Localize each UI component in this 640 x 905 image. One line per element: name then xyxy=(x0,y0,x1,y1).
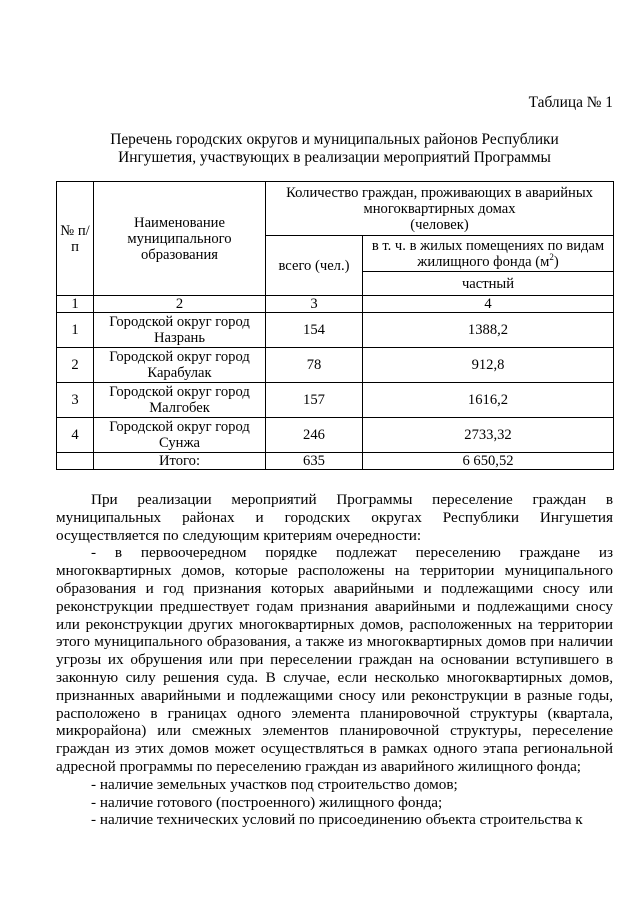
header-num: № п/п xyxy=(57,182,94,296)
column-number: 3 xyxy=(266,296,363,313)
table-row xyxy=(57,383,614,418)
paragraph-criterion-1: - в первоочередном порядке подлежат переселению граждане из многоквартирных домов, которые расположены на территории муниципального образования и год признания которых аварийными и подлежащими сносу или реконструкции предшествует годам признания аварийными и подлежащими сносу или реконструкции других многоквартирных домов, расположенных на территории этого муниципального образования, а также из многоквартирных домов при наличии угрозы их обрушения или при переселении граждан на основании вступившего в законную силу решения суда. В случае, если несколько многоквартирных домов, признанных аварийными и подлежащими сносу или реконструкции в разные годы, расположено в границах одного элемента планировочной структуры (квартала, микрорайона) или смежных элементов планировочной структуры, переселение граждан из этих домов может осуществляться в рамках одного этапа региональной адресной программы по переселению граждан из аварийного жилищного фонда; xyxy=(56,544,613,775)
column-number-row xyxy=(57,296,614,313)
column-number: 4 xyxy=(363,296,614,313)
body-text xyxy=(56,491,613,829)
header-quantity xyxy=(266,182,614,236)
title-line-2: Ингушетия, участвующих в реализации мероприятий Программы xyxy=(118,149,551,166)
column-number: 1 xyxy=(57,296,94,313)
paragraph-criterion-4: - наличие технических условий по присоединению объекта строительства к xyxy=(91,811,583,829)
municipalities-table xyxy=(56,181,614,470)
row-num: 1 xyxy=(57,313,94,348)
header-private: частный xyxy=(363,272,614,296)
row-private: 912,8 xyxy=(363,348,614,383)
paragraph-criterion-2: - наличие земельных участков под строительство домов; xyxy=(91,775,458,793)
row-name: Городской округ город Карабулак xyxy=(94,348,266,383)
header-including-end: ) xyxy=(553,253,559,270)
row-total: 154 xyxy=(266,313,363,348)
header-quantity-text: Количество граждан, проживающих в аварийных многоквартирных домах xyxy=(286,184,593,217)
total-row xyxy=(57,453,614,470)
row-private: 2733,32 xyxy=(363,418,614,453)
header-including-sup: 2 xyxy=(549,251,554,262)
row-private: 1616,2 xyxy=(363,383,614,418)
table-row xyxy=(57,418,614,453)
row-private: 1388,2 xyxy=(363,313,614,348)
table-row xyxy=(57,348,614,383)
paragraph-criterion-3: - наличие готового (построенного) жилищного фонда; xyxy=(91,793,443,811)
table-row xyxy=(57,313,614,348)
row-name: Городской округ город Малгобек xyxy=(94,383,266,418)
row-name: Городской округ город Назрань xyxy=(94,313,266,348)
header-quantity-unit: (человек) xyxy=(410,216,469,233)
paragraph-intro: При реализации мероприятий Программы переселение граждан в муниципальных районах и городских округах Республики Ингушетия осуществляется по следующим критериям очередности: xyxy=(56,491,613,544)
row-total: 78 xyxy=(266,348,363,383)
total-people: 635 xyxy=(266,453,363,470)
header-including xyxy=(363,236,614,272)
row-total: 157 xyxy=(266,383,363,418)
row-num: 3 xyxy=(57,383,94,418)
table-caption: Таблица № 1 xyxy=(528,94,613,111)
title-line-1: Перечень городских округов и муниципальных районов Республики xyxy=(110,131,559,148)
row-num: 4 xyxy=(57,418,94,453)
header-including-text: в т. ч. в жилых помещениях по видам жилищного фонда (м xyxy=(371,237,605,270)
document-title xyxy=(56,131,613,167)
row-total: 246 xyxy=(266,418,363,453)
total-private: 6 650,52 xyxy=(363,453,614,470)
row-name: Городской округ город Сунжа xyxy=(94,418,266,453)
header-name: Наименование муниципального образования xyxy=(94,182,266,296)
column-number: 2 xyxy=(94,296,266,313)
row-num: 2 xyxy=(57,348,94,383)
header-total: всего (чел.) xyxy=(266,236,363,296)
total-label: Итого: xyxy=(94,453,266,470)
total-empty-cell xyxy=(57,453,94,470)
